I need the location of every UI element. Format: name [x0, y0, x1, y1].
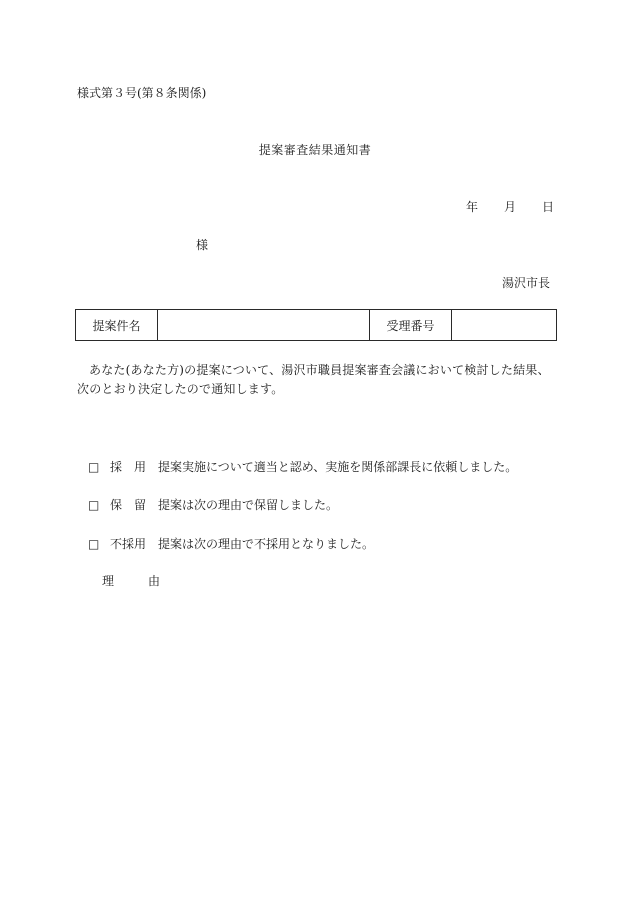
reason-label [102, 572, 160, 589]
reason-char-1: 理 [102, 574, 115, 588]
addressee-honorific: 様 [196, 238, 209, 252]
reject-description: 提案は次の理由で不採用となりました。 [158, 537, 375, 551]
option-adopt [88, 458, 517, 475]
date-day-label: 日 [542, 200, 555, 214]
date-month-label: 月 [504, 200, 517, 214]
hold-label: 保 留 [110, 498, 147, 512]
reason-char-2: 由 [148, 574, 161, 588]
option-reject [88, 535, 374, 552]
receipt-number-label: 受理番号 [370, 310, 452, 341]
document-title: 提案審査結果通知書 [258, 143, 372, 157]
proposal-name-label: 提案件名 [76, 310, 158, 341]
date-year-label: 年 [466, 200, 479, 214]
date-line [466, 198, 554, 215]
form-number: 様式第３号(第８条関係) [77, 86, 207, 100]
hold-checkbox[interactable]: □ [88, 498, 100, 512]
receipt-number-field[interactable] [452, 310, 557, 341]
reject-label: 不採用 [110, 537, 147, 551]
option-hold [88, 496, 338, 513]
adopt-label: 採 用 [110, 460, 147, 474]
proposal-name-field[interactable] [158, 310, 370, 341]
adopt-checkbox[interactable]: □ [88, 460, 100, 474]
adopt-description: 提案実施について適当と認め、実施を関係部課長に依頼しました。 [158, 460, 518, 474]
hold-description: 提案は次の理由で保留しました。 [158, 498, 339, 512]
notification-body-text: あなた(あなた方)の提案について、湯沢市職員提案審査会議において検討した結果、次のとおり決定したので通知します。 [77, 363, 550, 396]
sender-name: 湯沢市長 [501, 276, 550, 290]
reject-checkbox[interactable]: □ [88, 537, 100, 551]
table-row [76, 310, 557, 341]
proposal-info-table [75, 309, 557, 341]
